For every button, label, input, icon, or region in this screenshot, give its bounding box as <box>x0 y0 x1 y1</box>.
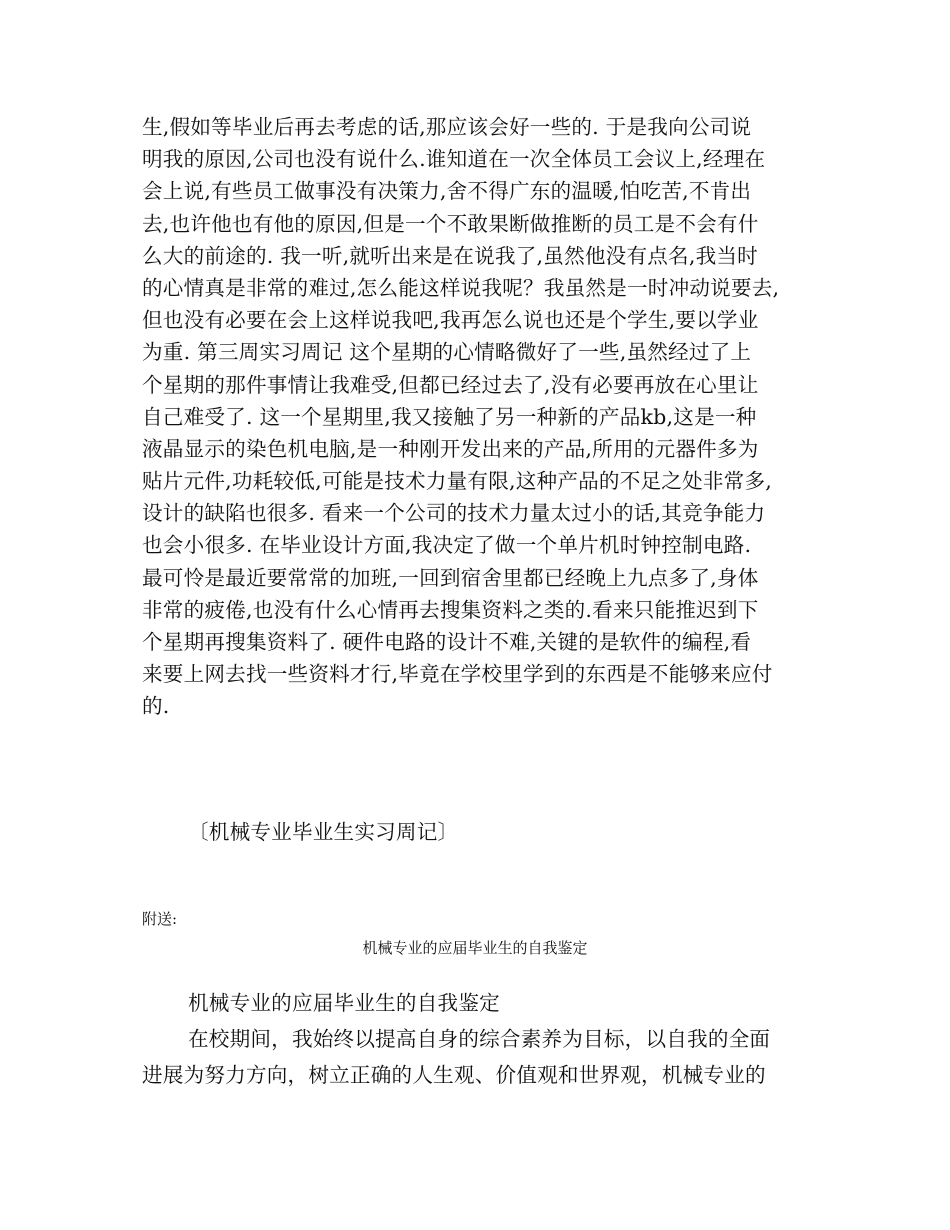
body-line: 去,也许他也有他的原因,但是一个不敢果断做推断的员工是不会有什 <box>142 211 759 236</box>
appendix-label: 附送: <box>142 910 178 928</box>
body-line: 的心情真是非常的难过,怎么能这样说我呢？我虽然是一时冲动说要去, <box>142 275 780 300</box>
body-line: 贴片元件,功耗较低,可能是技术力量有限,这种产品的不足之处非常多, <box>142 469 773 494</box>
body-line: 非常的疲倦,也没有什么心情再去搜集资料之类的.看来只能推迟到下 <box>142 597 759 622</box>
body-line: 也会小很多. 在毕业设计方面,我决定了做一个单片机时钟控制电路. <box>142 533 752 558</box>
journal-closing-label: 〔机械专业毕业生实习周记〕 <box>188 820 459 844</box>
body-line: 么大的前途的. 我一听,就听出来是在说我了,虽然他没有点名,我当时 <box>142 243 758 268</box>
appendix-heading: 机械专业的应届毕业生的自我鉴定 <box>188 991 500 1015</box>
appendix-title: 机械专业的应届毕业生的自我鉴定 <box>362 939 588 957</box>
body-line: 为重. 第三周实习周记 这个星期的心情略微好了一些,虽然经过了上 <box>142 340 752 365</box>
body-line: 最可怜是最近要常常的加班,一回到宿舍里都已经晚上九点多了,身体 <box>142 565 759 590</box>
body-line: 个星期的那件事情让我难受,但都已经过去了,没有必要再放在心里让 <box>142 372 759 397</box>
body-line: 设计的缺陷也很多. 看来一个公司的技术力量太过小的话,其竞争能力 <box>142 501 766 526</box>
body-line: 但也没有必要在会上这样说我吧,我再怎么说也还是个学生,要以学业 <box>142 308 759 333</box>
body-line: 的. <box>142 694 170 719</box>
journal-body <box>142 111 822 723</box>
body-line: 明我的原因,公司也没有说什么.谁知道在一次全体员工会议上,经理在 <box>142 147 766 172</box>
appendix-paragraph-line: 进展为努力方向，树立正确的人生观、价值观和世界观，机械专业的 <box>142 1063 766 1087</box>
body-line: 会上说,有些员工做事没有决策力,舍不得广东的温暖,怕吃苦,不肯出 <box>142 179 752 204</box>
body-line: 来要上网去找一些资料才行,毕竟在学校里学到的东西是不能够来应付 <box>142 662 773 687</box>
body-line: 个星期再搜集资料了. 硬件电路的设计不难,关键的是软件的编程,看 <box>142 630 752 654</box>
body-line: 生,假如等毕业后再去考虑的话,那应该会好一些的. 于是我向公司说 <box>142 115 752 139</box>
body-line: 自己难受了. 这一个星期里,我又接触了另一种新的产品kb,这是一种 <box>142 404 757 429</box>
body-line: 液晶显示的染色机电脑,是一种刚开发出来的产品,所用的元器件多为 <box>142 436 759 461</box>
appendix-body <box>142 985 822 1093</box>
appendix-paragraph-line: 在校期间，我始终以提高自身的综合素养为目标，以自我的全面 <box>188 1027 771 1051</box>
